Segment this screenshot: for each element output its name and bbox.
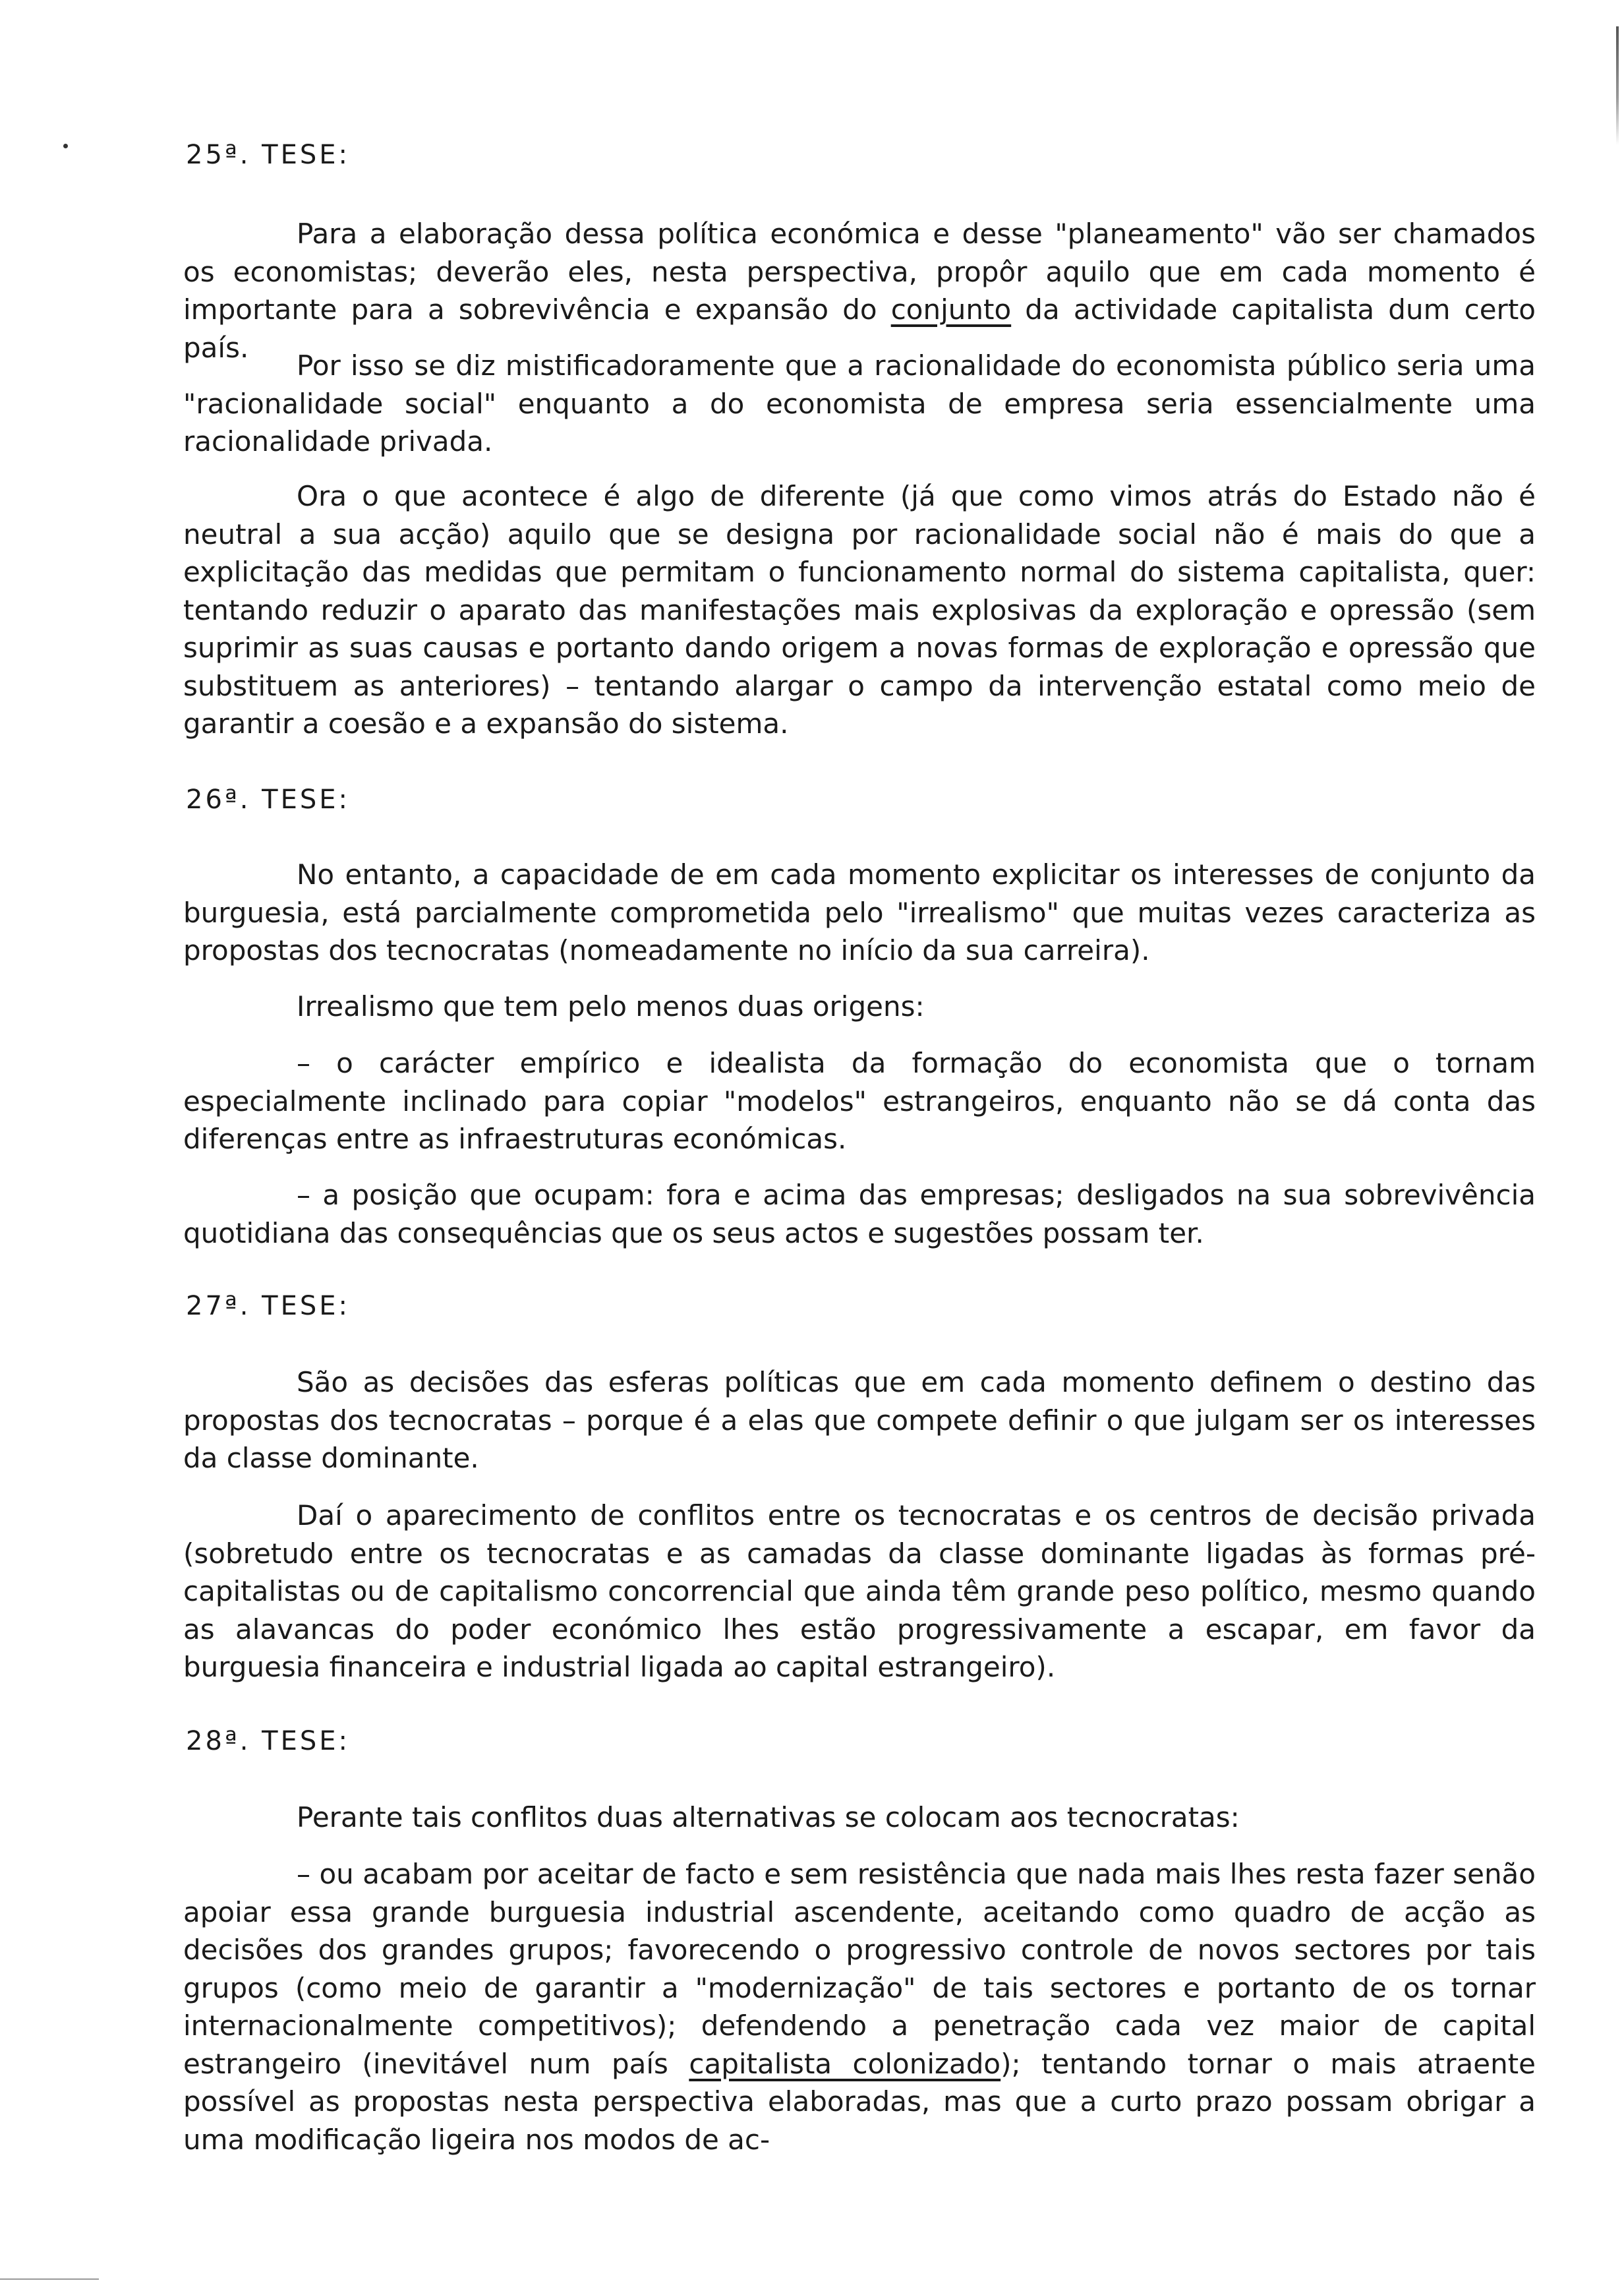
underlined-term: conjunto [890, 293, 1012, 326]
thesis-26-paragraph-4: – a posição que ocupam: fora e acima das empresas; desligados na sua sobrevivência quotidiana das consequências que os seus actos e sugestões possam ter. [183, 1179, 1536, 1249]
thesis-25-paragraph-3: Ora o que acontece é algo de diferente (já que como vimos atrás do Estado não é neutral a sua acção) aquilo que se designa por racionalidade social não é mais do que a explicitação das medidas que permitam o funcionamento normal do sistema capitalista, quer: tentando reduzir o aparato das manifestações mais explosivas da exploração e opressão (sem suprimir as suas causas e portanto dando origem a novas formas de exploração e opressão que substituem as anteriores) – tentando alargar o campo da intervenção estatal como meio de garantir a coesão e a expansão do sistema. [183, 480, 1536, 740]
thesis-26-paragraph-3: – o carácter empírico e idealista da formação do economista que o tornam especialmente inclinado para copiar "modelos" estrangeiros, enquanto não se dá conta das diferenças entre as infraestruturas económicas. [183, 1047, 1536, 1155]
page-speck [63, 144, 68, 148]
paragraph-text: Para a elaboração dessa política económica e desse "planeamento" vão ser chamados os economistas; deverão eles, nesta perspectiva, propôr aquilo que em cada momento é importante para a sobrevivência e expansão do [183, 218, 1536, 326]
paragraph-text: da actividade capitalista dum certo país. [183, 293, 1536, 364]
thesis-28-paragraph-2 [183, 1855, 1536, 2158]
thesis-27-heading: 27ª. TESE: [186, 1291, 351, 1321]
paragraph-text: ); tentando tornar o mais atraente possível as propostas nesta perspectiva elaboradas, mas que a curto prazo possam obrigar a uma modificação ligeira nos modos de ac- [183, 2047, 1536, 2156]
thesis-26-paragraph-2: Irrealismo que tem pelo menos duas origens: [297, 990, 925, 1023]
thesis-28-heading: 28ª. TESE: [186, 1726, 351, 1756]
thesis-26-heading: 26ª. TESE: [186, 785, 351, 815]
thesis-26-paragraph-1: No entanto, a capacidade de em cada momento explicitar os interesses de conjunto da burguesia, está parcialmente comprometida pelo "irrealismo" que muitas vezes caracteriza as propostas dos tecnocratas (nomeadamente no início da sua carreira). [183, 858, 1536, 966]
thesis-25-heading: 25ª. TESE: [186, 140, 351, 170]
thesis-25-paragraph-2: Por isso se diz mistificadoramente que a racionalidade do economista público seria uma "racionalidade social" enquanto a do economista de empresa seria essencialmente uma racionalidade privada. [183, 349, 1536, 458]
thesis-27-paragraph-2: Daí o aparecimento de conflitos entre os tecnocratas e os centros de decisão privada (sobretudo entre os tecnocratas e as camadas da classe dominante ligadas às formas pré-capitalistas ou de capitalismo concorrencial que ainda têm grande peso político, mesmo quando as alavancas do poder económico lhes estão progressivamente a escapar, em favor da burguesia financeira e industrial ligada ao capital estrangeiro). [183, 1499, 1536, 1683]
paragraph-text: – ou acabam por aceitar de facto e sem resistência que nada mais lhes resta fazer senão apoiar essa grande burguesia industrial ascendente, aceitando como quadro de acção as decisões dos grandes grupos; favorecendo o progressivo controle de novos sectores por tais grupos (como meio de garantir a "modernização" de tais sectores e portanto de os tornar internacionalmente competitivos); defendendo a penetração cada vez maior de capital estrangeiro (inevitável num país [183, 1858, 1536, 2080]
thesis-28-paragraph-1: Perante tais conflitos duas alternativas se colocam aos tecnocratas: [297, 1801, 1240, 1833]
scan-edge-mark [1616, 26, 1619, 145]
thesis-25-paragraph-1 [183, 215, 1536, 367]
thesis-27-paragraph-1: São as decisões das esferas políticas que em cada momento definem o destino das propostas dos tecnocratas – porque é a elas que compete definir o que julgam ser os interesses da classe dominante. [183, 1366, 1536, 1474]
underlined-term: capitalista colonizado [689, 2047, 1001, 2080]
scan-bottom-rule [0, 2278, 99, 2280]
